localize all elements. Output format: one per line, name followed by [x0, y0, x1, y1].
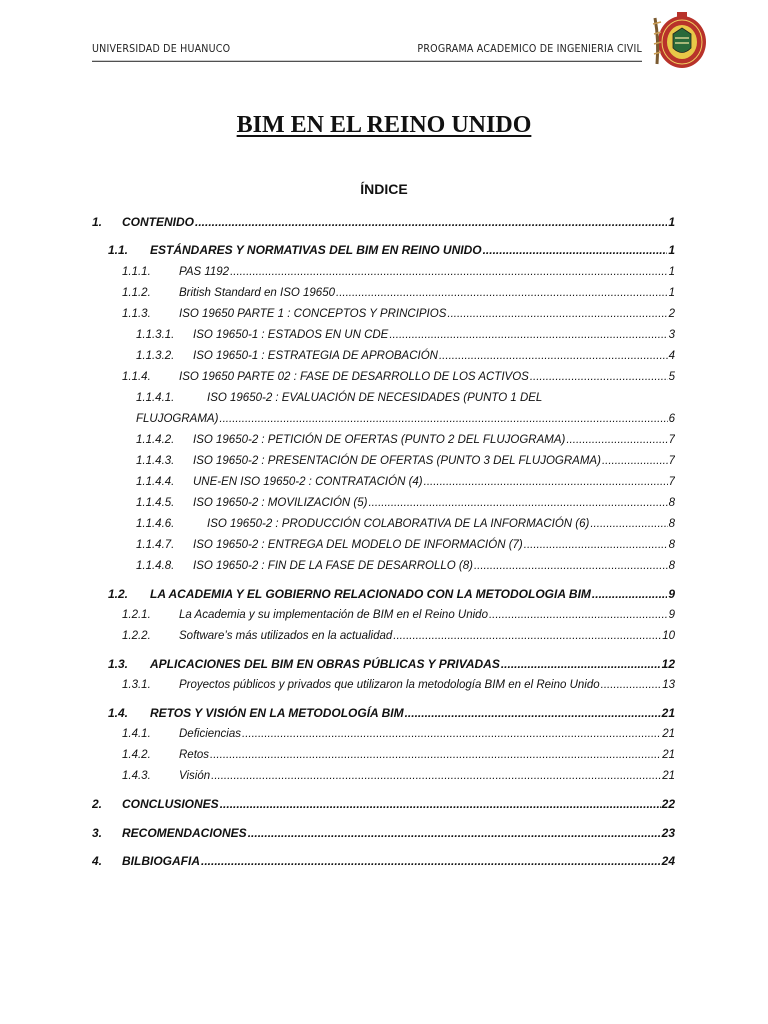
toc-entry-page: 13 [662, 679, 675, 691]
toc-entry-label: ISO 19650-1 : ESTRATEGIA DE APROBACIÓN [193, 350, 438, 362]
toc-entry-number: 1.3. [108, 657, 129, 671]
toc-leader-dots [566, 431, 667, 449]
toc-entry-page: 8 [668, 539, 675, 551]
toc-leader-dots [501, 655, 661, 673]
toc-entry-page: 6 [668, 413, 675, 425]
toc-leader-dots [524, 536, 668, 554]
toc-leader-dots [210, 746, 661, 764]
toc-entry-page: 7 [668, 455, 675, 467]
toc-entry-number: 1.1.4.7. [136, 539, 175, 551]
toc-entry[interactable] [92, 824, 675, 842]
toc-entry-label: British Standard en ISO 19650 [179, 287, 335, 299]
toc-entry-page: 2 [668, 308, 675, 320]
toc-entry-number: 1.1.4.4. [136, 476, 175, 488]
toc-entry-page: 21 [661, 706, 675, 720]
toc-entry-page: 7 [668, 476, 675, 488]
toc-entry[interactable] [122, 606, 675, 624]
toc-entry-page: 21 [662, 770, 675, 782]
toc-entry-label: ISO 19650-1 : ESTADOS EN UN CDE [193, 329, 389, 341]
toc-entry-page: 4 [668, 350, 675, 362]
page-header [92, 43, 642, 62]
toc-entry-label: APLICACIONES DEL BIM EN OBRAS PÚBLICAS Y PRIVADAS [150, 657, 500, 671]
toc-entry[interactable] [136, 347, 675, 365]
toc-entry-page: 5 [668, 371, 675, 383]
header-university: UNIVERSIDAD DE HUANUCO [92, 43, 231, 56]
toc-entry-label: ISO 19650-2 : EVALUACIÓN DE NECESIDADES (PUNTO 1 DEL [207, 392, 543, 404]
toc-leader-dots [248, 824, 661, 842]
toc-entry[interactable] [122, 725, 675, 743]
toc-entry[interactable] [92, 795, 675, 813]
toc-entry-number: 1.1.3.1. [136, 329, 175, 341]
toc-entry-number: 1.2.1. [122, 609, 151, 621]
toc-entry-number: 1.1.3. [122, 308, 151, 320]
toc-entry-page: 8 [668, 497, 675, 509]
toc-entry-number: 1.1.4.2. [136, 434, 175, 446]
toc-entry-label: ISO 19650-2 : ENTREGA DEL MODELO DE INFORMACIÓN (7) [193, 539, 523, 551]
toc-entry[interactable] [122, 627, 675, 645]
toc-entry-number: 2. [92, 797, 103, 811]
toc-leader-dots [602, 452, 668, 470]
toc-entry[interactable] [122, 767, 675, 785]
toc-leader-dots [592, 585, 667, 603]
toc-entry-number: 1.1.4.8. [136, 560, 175, 572]
toc-leader-dots [405, 704, 661, 722]
toc-entry[interactable] [122, 263, 675, 281]
toc-entry[interactable] [136, 536, 675, 554]
toc-entry-label: LA ACADEMIA Y EL GOBIERNO RELACIONADO CON LA METODOLOGIA BIM [150, 587, 591, 601]
toc-entry-page: 3 [668, 329, 675, 341]
toc-leader-dots [201, 852, 661, 870]
toc-entry[interactable] [122, 676, 675, 694]
toc-entry[interactable] [92, 852, 675, 870]
toc-entry-page: 8 [668, 518, 675, 530]
toc-entry-label: La Academia y su implementación de BIM en el Reino Unido [179, 609, 488, 621]
toc-entry-number: 1.1.4.3. [136, 455, 175, 467]
university-seal-icon [651, 10, 707, 72]
toc-leader-dots [424, 473, 668, 491]
toc-entry-number: 1.2.2. [122, 630, 151, 642]
toc-entry-number: 1.4.3. [122, 770, 151, 782]
toc-entry-page: 21 [662, 728, 675, 740]
toc-entry-page: 22 [661, 797, 675, 811]
toc-entry-label: ISO 19650-2 : FIN DE LA FASE DE DESARROLLO (8) [193, 560, 473, 572]
toc-entry-page: 1 [668, 287, 675, 299]
toc-entry-page: 9 [668, 587, 675, 601]
toc-entry-page: 1 [668, 215, 675, 229]
toc-leader-dots [336, 284, 668, 302]
toc-entry-label-continued: FLUJOGRAMA) [136, 413, 219, 425]
toc-entry-label: ISO 19650 PARTE 1 : CONCEPTOS Y PRINCIPIOS [179, 308, 447, 320]
toc-entry-page: 21 [662, 749, 675, 761]
toc-entry[interactable] [122, 284, 675, 302]
toc-leader-dots [389, 326, 667, 344]
toc-entry-number: 1.1.4.6. [136, 518, 175, 530]
toc-leader-dots [601, 676, 662, 694]
toc-leader-dots [220, 795, 661, 813]
toc-entry-number: 1. [92, 215, 103, 229]
toc-entry-page: 1 [668, 243, 675, 257]
toc-entry[interactable] [136, 473, 675, 491]
toc-entry-number: 1.4.2. [122, 749, 151, 761]
toc-entry-number: 1.4.1. [122, 728, 151, 740]
toc-entry-number: 1.1.2. [122, 287, 151, 299]
toc-leader-dots [474, 557, 668, 575]
toc-entry-number: 1.1.3.2. [136, 350, 175, 362]
toc-entry[interactable] [108, 655, 675, 673]
toc-entry-label: Deficiencias [179, 728, 241, 740]
toc-entry-label: CONCLUSIONES [122, 797, 219, 811]
toc-entry-number: 1.3.1. [122, 679, 151, 691]
toc-entry-label: ISO 19650-2 : PRESENTACIÓN DE OFERTAS (PUNTO 3 DEL FLUJOGRAMA) [193, 455, 601, 467]
toc-leader-dots [211, 767, 661, 785]
toc-leader-dots [439, 347, 668, 365]
toc-entry-label: RETOS Y VISIÓN EN LA METODOLOGÍA BIM [150, 706, 404, 720]
toc-entry-label: Retos [179, 749, 210, 761]
toc-entry-label: Proyectos públicos y privados que utilizaron la metodología BIM en el Reino Unido [179, 679, 600, 691]
toc-entry-page: 24 [661, 854, 675, 868]
toc-leader-dots [219, 410, 667, 428]
toc-leader-dots [242, 725, 661, 743]
toc-entry-number: 4. [92, 854, 103, 868]
toc-entry-page: 23 [661, 826, 675, 840]
toc-entry-number: 1.1. [108, 243, 129, 257]
toc-entry-page: 7 [668, 434, 675, 446]
toc-entry[interactable] [122, 368, 675, 386]
toc-leader-dots [590, 515, 667, 533]
toc-entry[interactable] [122, 746, 675, 764]
toc-leader-dots [447, 305, 667, 323]
toc-leader-dots [530, 368, 668, 386]
toc-entry-label: ESTÁNDARES Y NORMATIVAS DEL BIM EN REINO UNIDO [150, 243, 482, 257]
toc-entry-number: 1.1.4. [122, 371, 151, 383]
toc-entry-label: CONTENIDO [122, 215, 194, 229]
toc-entry-page: 8 [668, 560, 675, 572]
toc-entry[interactable] [136, 515, 675, 533]
toc-entry[interactable] [136, 452, 675, 470]
toc-leader-dots [368, 494, 667, 512]
toc-entry[interactable] [136, 494, 675, 512]
toc-entry-label: ISO 19650-2 : MOVILIZACIÓN (5) [193, 497, 368, 509]
toc-entry-continuation[interactable] [136, 410, 675, 428]
toc-entry[interactable] [122, 305, 675, 323]
toc-entry-label: ISO 19650-2 : PETICIÓN DE OFERTAS (PUNTO 2 DEL FLUJOGRAMA) [193, 434, 566, 446]
toc-leader-dots [489, 606, 668, 624]
toc-entry-label: Visión [179, 770, 211, 782]
toc-entry-label: ISO 19650 PARTE 02 : FASE DE DESARROLLO DE LOS ACTIVOS [179, 371, 529, 383]
toc-entry-page: 10 [662, 630, 675, 642]
toc-leader-dots [230, 263, 668, 281]
toc-entry-number: 1.1.4.1. [136, 392, 175, 404]
toc-entry-number: 1.1.4.5. [136, 497, 175, 509]
toc-entry[interactable] [108, 241, 675, 259]
toc-entry-label: RECOMENDACIONES [122, 826, 247, 840]
toc-entry-label: Software’s más utilizados en la actualidad [179, 630, 393, 642]
toc-entry-page: 1 [668, 266, 675, 278]
toc-entry-number: 1.4. [108, 706, 129, 720]
toc-entry-page: 12 [661, 657, 675, 671]
toc-entry[interactable] [136, 326, 675, 344]
toc-entry[interactable] [108, 585, 675, 603]
document-title: BIM EN EL REINO UNIDO [236, 112, 532, 138]
toc-entry-number: 1.1.1. [122, 266, 151, 278]
toc-entry-label: BILBIOGAFIA [122, 854, 200, 868]
toc-leader-dots [483, 241, 668, 259]
toc-entry-number: 3. [92, 826, 103, 840]
toc-entry[interactable] [108, 704, 675, 722]
toc-entry-number: 1.2. [108, 587, 129, 601]
toc-leader-dots [393, 627, 661, 645]
toc-leader-dots [195, 213, 667, 231]
header-program: PROGRAMA ACADEMICO DE INGENIERIA CIVIL [417, 43, 642, 56]
toc-entry-page: 9 [668, 609, 675, 621]
toc-entry[interactable] [92, 213, 675, 231]
toc-entry-label: UNE-EN ISO 19650-2 : CONTRATACIÓN (4) [193, 476, 423, 488]
toc-entry[interactable] [136, 431, 675, 449]
toc-entry-label: ISO 19650-2 : PRODUCCIÓN COLABORATIVA DE LA INFORMACIÓN (6) [207, 518, 590, 530]
index-heading: ÍNDICE [360, 181, 408, 197]
toc-entry-label: PAS 1192 [179, 266, 230, 278]
toc-entry[interactable] [136, 557, 675, 575]
toc-entry[interactable] [136, 389, 675, 407]
